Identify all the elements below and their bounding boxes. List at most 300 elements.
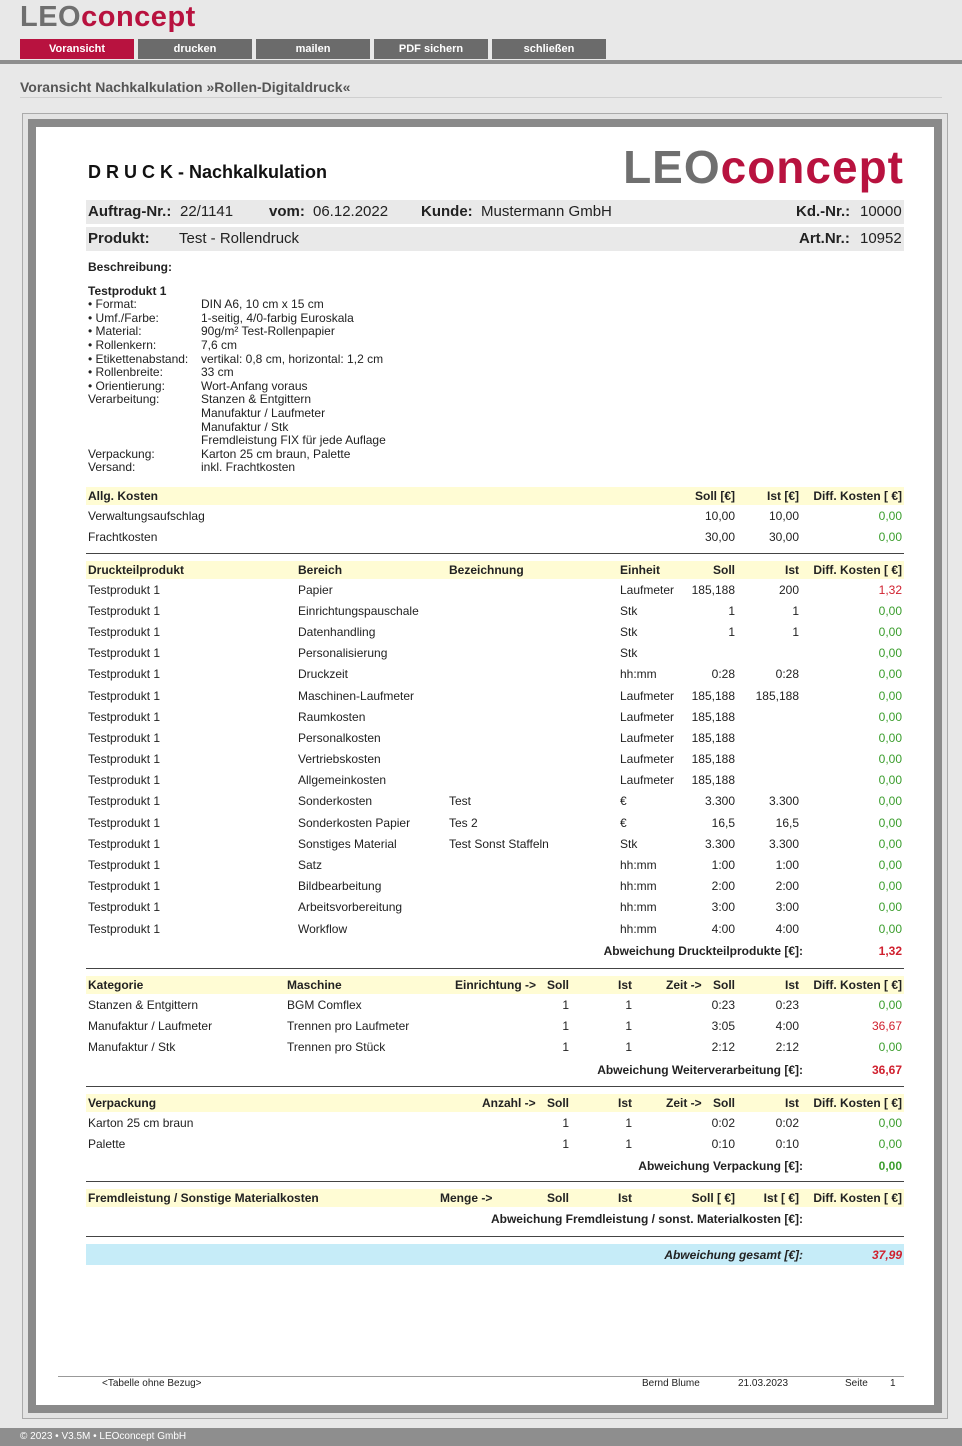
finishing-header <box>86 976 904 994</box>
external-services-header <box>86 1189 904 1207</box>
soll-value: 1:00 <box>711 858 735 873</box>
machine: BGM Comflex <box>287 997 362 1012</box>
description-line <box>88 393 386 407</box>
print-part: Testprodukt 1 <box>88 773 161 788</box>
save-pdf-button[interactable]: PDF sichern <box>374 39 488 59</box>
col-diff: Diff. Kosten [ €] <box>813 563 902 577</box>
description-key: • Etikettenabstand: <box>88 351 189 366</box>
description-key: Versand: <box>88 460 136 475</box>
table-row <box>86 1112 904 1133</box>
unit: Laufmeter <box>620 582 675 597</box>
col-quantity: Menge -> <box>440 1191 493 1205</box>
col-designation: Bezeichnung <box>449 563 524 577</box>
diff-value: 0,00 <box>878 709 902 724</box>
table-row <box>86 664 904 685</box>
designation: Tes 2 <box>449 815 478 830</box>
print-parts-header <box>86 561 904 579</box>
diff-value: 0,00 <box>878 667 902 682</box>
packaging-name: Palette <box>88 1136 126 1151</box>
ist-value: 3.300 <box>768 836 799 851</box>
toolbar-divider <box>0 60 962 64</box>
packaging-section <box>86 1094 904 1178</box>
divider <box>86 968 904 969</box>
unit: Laufmeter <box>620 752 675 767</box>
time-soll: 0:10 <box>711 1136 735 1151</box>
area: Sonstiges Material <box>298 836 397 851</box>
col-time: Zeit -> <box>666 1096 702 1110</box>
article-number-value: 10952 <box>860 230 902 247</box>
col-count-ist: Ist <box>617 1096 632 1110</box>
designation: Test Sonst Staffeln <box>449 836 549 851</box>
table-row <box>86 749 904 770</box>
customer-number-label: Kd.-Nr.: <box>796 203 851 220</box>
description-line <box>88 353 386 367</box>
category: Stanzen & Entgittern <box>88 997 199 1012</box>
print-part: Testprodukt 1 <box>88 836 161 851</box>
col-count-soll: Soll <box>546 1096 569 1110</box>
area: Satz <box>298 858 323 873</box>
setup-ist: 1 <box>625 1039 632 1054</box>
category: Manufaktur / Laufmeter <box>88 1018 213 1033</box>
unit: Laufmeter <box>620 730 675 745</box>
external-services-section <box>86 1189 904 1231</box>
app-logo-leo: LEO <box>20 1 82 33</box>
print-part: Testprodukt 1 <box>88 730 161 745</box>
diff-value: 0,00 <box>878 603 902 618</box>
customer-label: Kunde: <box>421 203 473 220</box>
diff-value: 0,00 <box>878 1039 902 1054</box>
table-row <box>86 727 904 748</box>
heading-divider <box>20 97 942 98</box>
description-line <box>88 461 386 475</box>
col-machine: Maschine <box>287 978 342 992</box>
ist-value: 2:00 <box>775 879 799 894</box>
table-row <box>86 526 904 547</box>
packaging-name: Karton 25 cm braun <box>88 1115 194 1130</box>
document-logo-concept: concept <box>720 141 904 193</box>
description-value: vertikal: 0,8 cm, horizontal: 1,2 cm <box>201 351 384 366</box>
print-part: Testprodukt 1 <box>88 582 161 597</box>
ist-value: 16,5 <box>775 815 799 830</box>
soll-value: 0:28 <box>711 667 735 682</box>
diff-value: 0,00 <box>878 646 902 661</box>
col-diff: Diff. Kosten [ €] <box>813 489 902 503</box>
description-value: Manufaktur / Stk <box>201 419 289 434</box>
col-category: Kategorie <box>88 978 144 992</box>
preview-button[interactable]: Voransicht <box>20 39 134 59</box>
area: Vertriebskosten <box>298 752 381 767</box>
count-ist: 1 <box>625 1136 632 1151</box>
unit: Laufmeter <box>620 773 675 788</box>
col-count: Anzahl -> <box>482 1096 536 1110</box>
designation: Test <box>449 794 472 809</box>
area: Workflow <box>298 921 348 936</box>
document-title: D R U C K - Nachkalkulation <box>88 162 328 182</box>
col-ist: Ist [€] <box>766 489 799 503</box>
ist-value: 1 <box>792 624 799 639</box>
soll-value: 30,00 <box>704 529 735 544</box>
col-general-costs: Allg. Kosten <box>88 489 159 503</box>
toolbar <box>20 39 606 59</box>
unit: hh:mm <box>620 921 657 936</box>
finishing-section <box>86 976 904 1082</box>
col-time-ist: Ist <box>784 1096 799 1110</box>
diff-value: 0,00 <box>878 1136 902 1151</box>
unit: Stk <box>620 624 638 639</box>
description-key <box>88 407 201 421</box>
diff-value: 0,00 <box>878 836 902 851</box>
description-line <box>88 366 386 380</box>
soll-value: 185,188 <box>691 730 735 745</box>
description-line <box>88 380 386 394</box>
print-part: Testprodukt 1 <box>88 688 161 703</box>
table-row <box>86 600 904 621</box>
col-setup: Einrichtung -> <box>455 978 536 992</box>
col-setup-soll: Soll <box>546 978 569 992</box>
soll-value: 185,188 <box>691 773 735 788</box>
col-area: Bereich <box>298 563 343 577</box>
table-row <box>86 579 904 600</box>
page-heading: Voransicht Nachkalkulation »Rollen-Digitaldruck« <box>20 79 351 95</box>
soll-value: 3:00 <box>711 900 735 915</box>
customer-number-value: 10000 <box>860 203 902 220</box>
footer-divider <box>58 1376 904 1377</box>
description-line <box>88 421 386 435</box>
print-part: Testprodukt 1 <box>88 858 161 873</box>
description-value: Manufaktur / Laufmeter <box>201 405 326 420</box>
unit: Stk <box>620 646 638 661</box>
description-line <box>88 339 386 353</box>
description-key <box>88 421 201 435</box>
area: Personalkosten <box>298 730 381 745</box>
col-soll: Soll <box>712 563 735 577</box>
app-logo-concept: concept <box>81 1 196 33</box>
footer-page-label: Seite <box>845 1378 868 1389</box>
soll-value: 1 <box>728 624 735 639</box>
document-logo-leo: LEO <box>623 141 721 193</box>
table-row <box>86 791 904 812</box>
table-row <box>86 770 904 791</box>
setup-soll: 1 <box>562 1018 569 1033</box>
table-row <box>86 918 904 939</box>
table-row <box>86 1133 904 1154</box>
diff-value: 0,00 <box>878 508 902 523</box>
unit: € <box>620 815 627 830</box>
print-parts-sum-label: Abweichung Druckteilprodukte [€]: <box>603 944 803 959</box>
area: Druckzeit <box>298 667 349 682</box>
unit: hh:mm <box>620 900 657 915</box>
finishing-sum-value: 36,67 <box>871 1062 902 1077</box>
col-soll-eur: Soll [ €] <box>691 1191 735 1205</box>
soll-value: 1 <box>728 603 735 618</box>
time-ist: 4:00 <box>775 1018 799 1033</box>
col-time-soll: Soll <box>712 1096 735 1110</box>
col-soll: Soll <box>546 1191 569 1205</box>
description-label: Beschreibung: <box>88 260 173 274</box>
print-part: Testprodukt 1 <box>88 879 161 894</box>
soll-value: 185,188 <box>691 752 735 767</box>
diff-value: 0,00 <box>878 773 902 788</box>
time-ist: 0:23 <box>775 997 799 1012</box>
order-number-value: 22/1141 <box>180 203 234 220</box>
table-row <box>86 643 904 664</box>
area: Maschinen-Laufmeter <box>298 688 415 703</box>
footer-reference: <Tabelle ohne Bezug> <box>102 1378 202 1389</box>
ist-value: 1:00 <box>775 858 799 873</box>
description-line <box>88 312 386 326</box>
unit: Stk <box>620 836 638 851</box>
soll-value: 185,188 <box>691 582 735 597</box>
product-info-row <box>86 227 904 251</box>
total-row <box>86 1244 904 1265</box>
ist-value: 200 <box>778 582 799 597</box>
col-diff: Diff. Kosten [ €] <box>813 978 902 992</box>
general-costs-section <box>86 487 904 547</box>
close-button[interactable]: schließen <box>492 39 606 59</box>
unit: hh:mm <box>620 879 657 894</box>
diff-value: 0,00 <box>878 529 902 544</box>
external-services-sum-row <box>86 1207 904 1231</box>
ist-value: 4:00 <box>775 921 799 936</box>
description-block <box>88 261 386 475</box>
diff-value: 36,67 <box>871 1018 902 1033</box>
time-soll: 2:12 <box>711 1039 735 1054</box>
col-diff: Diff. Kosten [ €] <box>813 1191 902 1205</box>
time-ist: 0:10 <box>775 1136 799 1151</box>
diff-value: 0,00 <box>878 624 902 639</box>
print-parts-sum-value: 1,32 <box>878 944 902 959</box>
description-value: Wort-Anfang voraus <box>201 378 308 393</box>
soll-value: 3.300 <box>704 794 735 809</box>
print-part: Testprodukt 1 <box>88 815 161 830</box>
area: Datenhandling <box>298 624 376 639</box>
customer-value: Mustermann GmbH <box>481 203 612 220</box>
print-parts-section <box>86 561 904 963</box>
soll-value: 16,5 <box>711 815 735 830</box>
print-part: Testprodukt 1 <box>88 624 161 639</box>
table-row <box>86 706 904 727</box>
col-diff: Diff. Kosten [ €] <box>813 1096 902 1110</box>
cost-name: Verwaltungsaufschlag <box>88 508 205 523</box>
area: Allgemeinkosten <box>298 773 387 788</box>
print-part: Testprodukt 1 <box>88 709 161 724</box>
setup-ist: 1 <box>625 997 632 1012</box>
product-label: Produkt: <box>88 230 150 247</box>
ist-value: 1 <box>792 603 799 618</box>
count-soll: 1 <box>562 1136 569 1151</box>
packaging-header <box>86 1094 904 1112</box>
col-ist: Ist <box>617 1191 632 1205</box>
table-row <box>86 621 904 642</box>
document-logo <box>623 141 904 193</box>
description-product: Testprodukt 1 <box>88 283 167 298</box>
divider <box>86 553 904 554</box>
unit: Laufmeter <box>620 688 675 703</box>
description-key: Verpackung: <box>88 446 155 461</box>
soll-value: 4:00 <box>711 921 735 936</box>
packaging-sum-value: 0,00 <box>878 1159 902 1174</box>
print-part: Testprodukt 1 <box>88 900 161 915</box>
description-line <box>88 434 386 448</box>
time-ist: 2:12 <box>775 1039 799 1054</box>
general-costs-header <box>86 487 904 505</box>
description-value: 33 cm <box>201 365 234 380</box>
col-ist: Ist <box>784 563 799 577</box>
area: Sonderkosten <box>298 794 373 809</box>
description-value: 90g/m² Test-Rollenpapier <box>201 324 335 339</box>
count-ist: 1 <box>625 1115 632 1130</box>
area: Arbeitsvorbereitung <box>298 900 403 915</box>
diff-value: 0,00 <box>878 1115 902 1130</box>
diff-value: 0,00 <box>878 794 902 809</box>
table-row <box>86 897 904 918</box>
col-ist-eur: Ist [ €] <box>763 1191 799 1205</box>
print-part: Testprodukt 1 <box>88 794 161 809</box>
diff-value: 0,00 <box>878 921 902 936</box>
packaging-sum-row <box>86 1154 904 1178</box>
footer-page-number: 1 <box>890 1378 896 1389</box>
divider <box>86 1181 904 1182</box>
col-print-part: Druckteilprodukt <box>88 563 185 577</box>
diff-value: 1,32 <box>878 582 902 597</box>
description-key: • Format: <box>88 297 137 312</box>
setup-soll: 1 <box>562 997 569 1012</box>
category: Manufaktur / Stk <box>88 1039 176 1054</box>
time-soll: 3:05 <box>711 1018 735 1033</box>
description-value: Fremdleistung FIX für jede Auflage <box>201 433 386 448</box>
description-key: • Rollenbreite: <box>88 365 163 380</box>
packaging-sum-label: Abweichung Verpackung [€]: <box>638 1159 803 1174</box>
description-line <box>88 407 386 421</box>
area: Bildbearbeitung <box>298 879 382 894</box>
setup-soll: 1 <box>562 1039 569 1054</box>
description-line <box>88 448 386 462</box>
order-date-value: 06.12.2022 <box>313 203 389 220</box>
divider <box>86 1236 904 1237</box>
ist-value: 185,188 <box>755 688 799 703</box>
description-value: Karton 25 cm braun, Palette <box>201 446 351 461</box>
app-logo <box>20 2 196 32</box>
order-info-row <box>86 200 904 224</box>
col-soll: Soll [€] <box>694 489 735 503</box>
soll-value: 10,00 <box>704 508 735 523</box>
description-line <box>88 325 386 339</box>
area: Sonderkosten Papier <box>298 815 411 830</box>
table-row <box>86 994 904 1015</box>
diff-value: 0,00 <box>878 997 902 1012</box>
unit: hh:mm <box>620 667 657 682</box>
col-unit: Einheit <box>620 563 661 577</box>
print-part: Testprodukt 1 <box>88 603 161 618</box>
diff-value: 0,00 <box>878 815 902 830</box>
col-packaging: Verpackung <box>88 1096 157 1110</box>
description-key <box>88 434 201 448</box>
table-row <box>86 833 904 854</box>
cost-name: Frachtkosten <box>88 529 158 544</box>
description-value: inkl. Frachtkosten <box>201 460 296 475</box>
print-parts-sum-row <box>86 939 904 963</box>
diff-value: 0,00 <box>878 858 902 873</box>
table-row <box>86 854 904 875</box>
diff-value: 0,00 <box>878 879 902 894</box>
time-soll: 0:02 <box>711 1115 735 1130</box>
soll-value: 185,188 <box>691 688 735 703</box>
article-number-label: Art.Nr.: <box>799 230 850 247</box>
ist-value: 3.300 <box>768 794 799 809</box>
unit: Stk <box>620 603 638 618</box>
area: Einrichtungspauschale <box>298 603 419 618</box>
description-value: DIN A6, 10 cm x 15 cm <box>201 297 324 312</box>
divider <box>86 1086 904 1087</box>
description-key: • Material: <box>88 324 142 339</box>
description-key: • Rollenkern: <box>88 337 157 352</box>
soll-value: 185,188 <box>691 709 735 724</box>
description-value: 7,6 cm <box>201 337 238 352</box>
copyright-bar: © 2023 • V3.5M • LEOconcept GmbH <box>0 1428 962 1446</box>
col-time-ist: Ist <box>784 978 799 992</box>
col-setup-ist: Ist <box>617 978 632 992</box>
footer-date: 21.03.2023 <box>738 1378 789 1389</box>
table-row <box>86 685 904 706</box>
external-services-sum-label: Abweichung Fremdleistung / sonst. Materialkosten [€]: <box>490 1212 803 1226</box>
time-ist: 0:02 <box>775 1115 799 1130</box>
table-row <box>86 876 904 897</box>
unit: Laufmeter <box>620 709 675 724</box>
machine: Trennen pro Stück <box>287 1039 386 1054</box>
description-key: • Umf./Farbe: <box>88 310 159 325</box>
count-soll: 1 <box>562 1115 569 1130</box>
time-soll: 0:23 <box>711 997 735 1012</box>
mail-button[interactable]: mailen <box>256 39 370 59</box>
col-time: Zeit -> <box>666 978 702 992</box>
description-table <box>88 298 386 475</box>
area: Personalisierung <box>298 646 388 661</box>
setup-ist: 1 <box>625 1018 632 1033</box>
ist-value: 30,00 <box>768 529 799 544</box>
area: Raumkosten <box>298 709 366 724</box>
table-row <box>86 1015 904 1036</box>
total-label: Abweichung gesamt [€]: <box>664 1247 803 1262</box>
col-external-services: Fremdleistung / Sonstige Materialkosten <box>88 1191 319 1205</box>
table-row <box>86 812 904 833</box>
table-row <box>86 505 904 526</box>
area: Papier <box>298 582 333 597</box>
soll-value: 2:00 <box>711 879 735 894</box>
diff-value: 0,00 <box>878 688 902 703</box>
description-key: • Orientierung: <box>88 378 165 393</box>
order-date-label: vom: <box>269 203 305 220</box>
description-key: Verarbeitung: <box>88 392 160 407</box>
ist-value: 10,00 <box>768 508 799 523</box>
ist-value: 0:28 <box>775 667 799 682</box>
total-value: 37,99 <box>871 1247 902 1262</box>
print-part: Testprodukt 1 <box>88 646 161 661</box>
table-row <box>86 1036 904 1057</box>
finishing-sum-row <box>86 1058 904 1082</box>
unit: € <box>620 794 627 809</box>
diff-value: 0,00 <box>878 730 902 745</box>
print-part: Testprodukt 1 <box>88 752 161 767</box>
unit: hh:mm <box>620 858 657 873</box>
print-button[interactable]: drucken <box>138 39 252 59</box>
description-value: 1-seitig, 4/0-farbig Euroskala <box>201 310 354 325</box>
description-line <box>88 298 386 312</box>
print-part: Testprodukt 1 <box>88 921 161 936</box>
soll-value: 3.300 <box>704 836 735 851</box>
order-number-label: Auftrag-Nr.: <box>88 203 172 220</box>
diff-value: 0,00 <box>878 900 902 915</box>
finishing-sum-label: Abweichung Weiterverarbeitung [€]: <box>597 1062 803 1077</box>
